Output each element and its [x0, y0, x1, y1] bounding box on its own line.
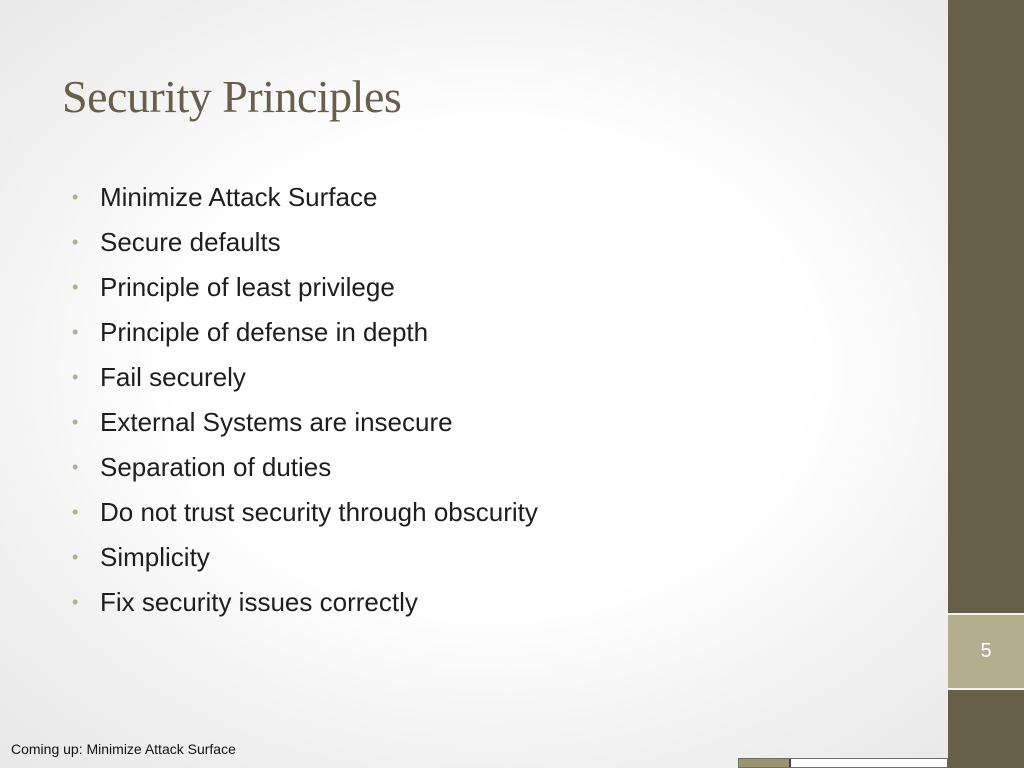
bullet-text: Simplicity: [100, 542, 210, 572]
slide-title: Security Principles: [62, 71, 402, 122]
bullet-dot-icon: •: [72, 457, 79, 477]
bullet-dot-icon: •: [72, 277, 79, 297]
bullet-dot-icon: •: [72, 367, 79, 387]
bullet-item: [72, 272, 538, 317]
bullet-dot-icon: •: [72, 322, 79, 342]
bullet-item: [72, 182, 538, 227]
bullet-text: Separation of duties: [100, 452, 332, 482]
bullet-item: [72, 587, 538, 632]
bullet-text: Principle of least privilege: [100, 272, 395, 302]
bullet-item: [72, 362, 538, 407]
bullet-item: [72, 452, 538, 497]
bullet-dot-icon: •: [72, 502, 79, 522]
bullet-item: [72, 542, 538, 587]
bullet-text: Do not trust security through obscurity: [100, 497, 538, 527]
bullet-dot-icon: •: [72, 547, 79, 567]
bullet-dot-icon: •: [72, 187, 79, 207]
caption-text: Coming up: Minimize Attack Surface: [11, 741, 236, 757]
progress-bar[interactable]: [738, 758, 948, 768]
bullet-text: External Systems are insecure: [100, 407, 453, 437]
progress-fill: [739, 759, 791, 767]
bullet-list: [72, 182, 538, 632]
bullet-item: [72, 317, 538, 362]
bullet-item: [72, 407, 538, 452]
bullet-text: Principle of defense in depth: [100, 317, 429, 347]
bullet-dot-icon: •: [72, 592, 79, 612]
page-number: 5: [980, 640, 992, 662]
page-number-box: [948, 613, 1024, 690]
bullet-item: [72, 227, 538, 272]
bullet-dot-icon: •: [72, 232, 79, 252]
bullet-text: Fix security issues correctly: [100, 587, 418, 617]
bullet-dot-icon: •: [72, 412, 79, 432]
bullet-text: Secure defaults: [100, 227, 281, 257]
bullet-text: Fail securely: [100, 362, 246, 392]
bullet-item: [72, 497, 538, 542]
bullet-text: Minimize Attack Surface: [100, 182, 378, 212]
